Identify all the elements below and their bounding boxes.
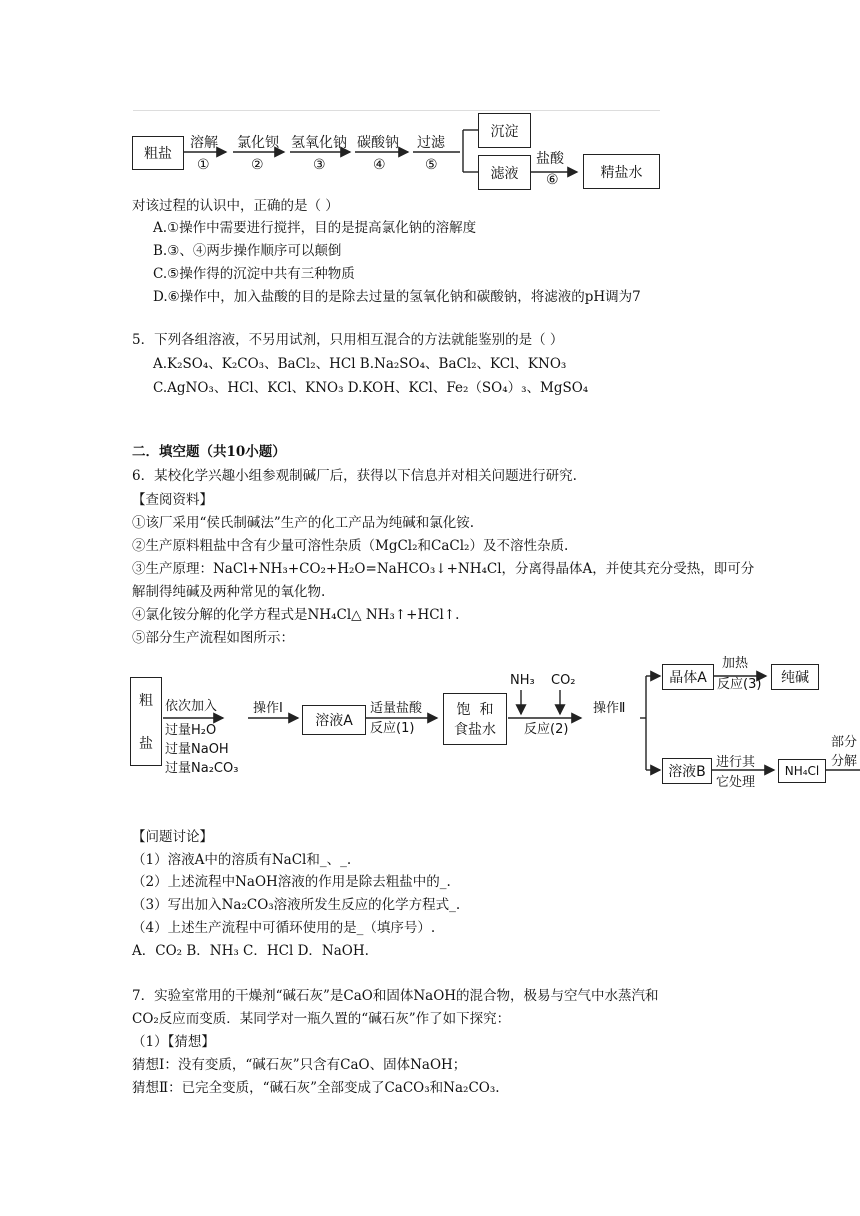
operation-1-label: 操作Ⅰ (253, 701, 283, 716)
reaction-1-label: 反应(1) (370, 721, 415, 736)
section-heading: 二．填空题（共10小题） (132, 444, 286, 460)
q6-d4: （4）上述生产流程中可循环使用的是_（填序号）. (132, 920, 436, 936)
partial-label: 部分 (831, 735, 858, 750)
q6-info3b: 解制得纯碱及两种常见的氧化物. (132, 584, 326, 600)
q6-discuss-title: 【问题讨论】 (132, 829, 213, 845)
raw-salt-label: 粗盐 (144, 146, 172, 162)
co2-label: CO₂ (551, 673, 576, 688)
crystal-a-label: 晶体A (669, 670, 707, 686)
step2-num: ② (251, 157, 264, 173)
nh3-label: NH₃ (510, 673, 535, 688)
step3-label: 氢氧化钠 (291, 135, 347, 151)
raw-salt-box-2 (130, 677, 162, 766)
raw-salt-char2: 盐 (139, 736, 153, 753)
q4-option-a: A.①操作中需要进行搅拌，目的是提高氯化钠的溶解度 (153, 220, 477, 236)
q6-info1: ①该厂采用“侯氏制碱法”生产的化工产品为纯碱和氯化铵. (132, 515, 475, 531)
solution-a-box (302, 705, 366, 735)
heat-label: 加热 (722, 656, 749, 671)
other-treatment-2: 它处理 (716, 775, 756, 790)
acid-num: ⑥ (546, 172, 559, 188)
step1-num: ① (197, 157, 210, 173)
q6-d3: （3）写出加入Na₂CO₃溶液所发生反应的化学方程式_. (132, 897, 461, 913)
q6-d2: （2）上述流程中NaOH溶液的作用是除去粗盐中的_. (132, 874, 451, 890)
soda-box (771, 664, 819, 690)
q7-guess-title: （1）【猜想】 (132, 1034, 215, 1050)
solution-b-box (662, 758, 712, 784)
q5-options-line2: C.AgNO₃、HCl、KCl、KNO₃ D.KOH、KCl、Fe₂（SO₄）₃、MgSO₄ (153, 380, 589, 396)
reaction-2-label: 反应(2) (524, 722, 569, 737)
solution-a-label: 溶液A (315, 713, 353, 729)
crystal-a-box (662, 664, 714, 690)
raw-salt-char1: 粗 (139, 692, 153, 709)
saturated-label: 饱 和 (456, 702, 494, 718)
other-treatment-1: 进行其 (716, 755, 756, 770)
add-water: 过量H₂O (165, 723, 217, 738)
q7-line1: 7．实验室常用的干燥剂“碱石灰”是CaO和固体NaOH的混合物，极易与空气中水蒸汽和 (132, 988, 659, 1004)
q6-info4: ④氯化铵分解的化学方程式是NH₄Cl△ NH₃↑+HCl↑. (132, 607, 460, 623)
filtrate-label: 滤液 (490, 165, 519, 182)
step3-num: ③ (313, 157, 326, 173)
add-title: 依次加入 (165, 699, 218, 714)
step4-label: 碳酸钠 (357, 135, 399, 151)
step5-num: ⑤ (425, 157, 438, 173)
step4-num: ④ (373, 157, 386, 173)
soda-label: 纯碱 (781, 670, 809, 686)
q6-d4-options: A．CO₂ B．NH₃ C．HCl D．NaOH. (132, 943, 369, 959)
q6-ref-title: 【查阅资料】 (132, 492, 213, 508)
q4-option-c: C.⑤操作得的沉淀中共有三种物质 (153, 266, 355, 282)
add-naoh: 过量NaOH (165, 742, 229, 757)
brine-label: 食盐水 (454, 722, 496, 738)
q6-d1: （1）溶液A中的溶质有NaCl和_、_. (132, 852, 352, 868)
q4-stem: 对该过程的认识中，正确的是（ ） (132, 198, 339, 214)
nh4cl-label: NH₄Cl (784, 764, 820, 778)
decompose-label: 分解 (831, 754, 858, 769)
step1-label: 溶解 (190, 135, 218, 151)
nh4cl-box (778, 759, 826, 783)
q6-info3a: ③生产原理：NaCl+NH₃+CO₂+H₂O=NaHCO₃↓+NH₄Cl，分离得晶体A，并使其充分受热，即可分 (132, 561, 755, 577)
raw-salt-box (132, 136, 184, 170)
q7-guess1: 猜想Ⅰ：没有变质，“碱石灰”只含有CaO、固体NaOH； (132, 1057, 467, 1073)
step5-label: 过滤 (417, 135, 445, 151)
q7-line2: CO₂反应而变质．某同学对一瓶久置的“碱石灰”作了如下探究： (132, 1011, 511, 1027)
reaction-3-label: 反应(3) (717, 677, 762, 692)
q5-stem: 5．下列各组溶液，不另用试剂，只用相互混合的方法就能鉴别的是（ ） (132, 332, 564, 348)
q6-info5: ⑤部分生产流程如图所示： (132, 630, 294, 646)
q7-guess2: 猜想Ⅱ：已完全变质，“碱石灰”全部变成了CaCO₃和Na₂CO₃. (132, 1080, 500, 1096)
solution-b-label: 溶液B (668, 764, 706, 780)
q4-option-b: B.③、④两步操作顺序可以颠倒 (153, 243, 342, 259)
saturated-brine-box (443, 693, 507, 745)
q6-stem: 6．某校化学兴趣小组参观制碱厂后，获得以下信息并对相关问题进行研究. (132, 468, 577, 484)
precipitate-label: 沉淀 (490, 123, 519, 140)
step2-label: 氯化钡 (237, 135, 279, 151)
filtrate-box (478, 155, 531, 190)
product-label: 精盐水 (600, 164, 643, 181)
precipitate-box (478, 113, 531, 148)
acid-amount-label: 适量盐酸 (370, 701, 423, 716)
product-box (583, 154, 660, 189)
q4-option-d: D.⑥操作中，加入盐酸的目的是除去过量的氢氧化钠和碳酸钠，将滤液的pH调为7 (153, 289, 641, 305)
operation-2-label: 操作Ⅱ (593, 701, 626, 716)
q6-info2: ②生产原料粗盐中含有少量可溶性杂质（MgCl₂和CaCl₂）及不溶性杂质. (132, 538, 569, 554)
add-na2co3: 过量Na₂CO₃ (165, 761, 239, 776)
acid-label: 盐酸 (536, 151, 564, 167)
q5-options-line1: A.K₂SO₄、K₂CO₃、BaCl₂、HCl B.Na₂SO₄、BaCl₂、KCl、KNO₃ (153, 356, 567, 372)
